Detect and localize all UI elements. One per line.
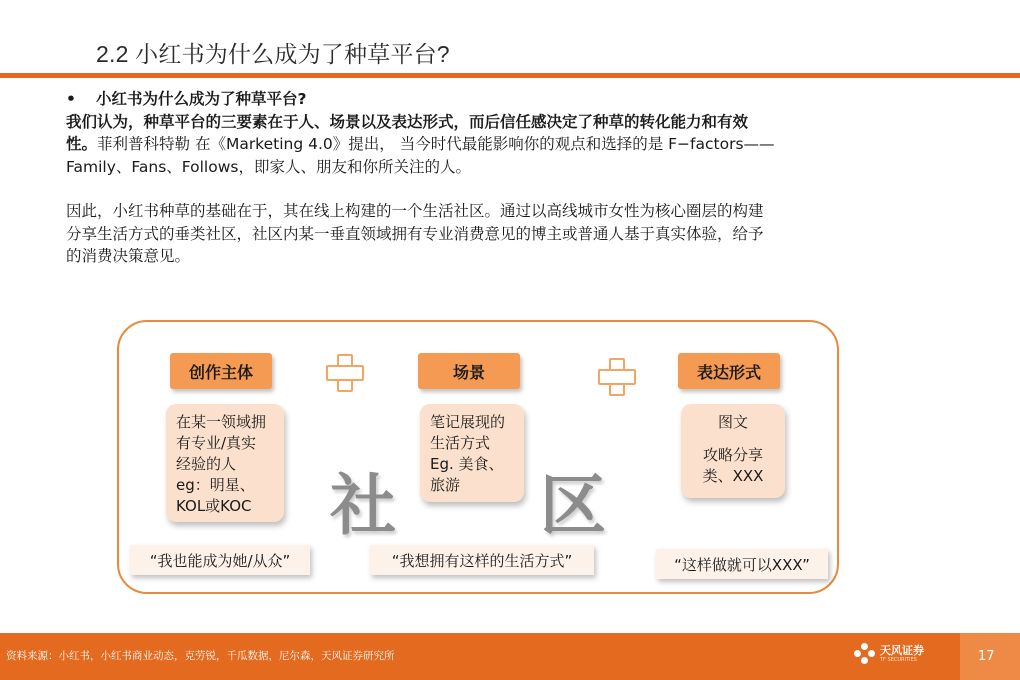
quote-creator: “我也能成为她/从众”: [130, 545, 310, 575]
card-creator: [166, 404, 284, 522]
bullet-question: [66, 88, 926, 111]
big-char-she: 社: [330, 467, 396, 544]
quote-scene: “我想拥有这样的生活方式”: [370, 545, 594, 575]
logo-subtext: TF SECURITIES: [880, 657, 917, 663]
tag-format: 表达形式: [678, 353, 780, 389]
card-format-line: 攻略分享: [702, 446, 763, 464]
card-scene-line: Eg. 美食、: [430, 455, 504, 473]
card-creator-line: eg：明星、: [176, 476, 255, 494]
logo-text: 天风证券: [880, 644, 924, 657]
body-line-2-rest: 菲利普科特勒 在《Marketing 4.0》提出， 当今时代最能影响你的观点和选择的是 F−factors——: [97, 135, 775, 153]
para2-line-2: 分享生活方式的垂类社区，社区内某一垂直领域拥有专业消费意见的博主或普通人基于真实体验，给予: [66, 224, 764, 243]
quote-format: “这样做就可以XXX”: [656, 549, 828, 579]
logo-flower-icon: [854, 643, 876, 665]
card-format-spacer: [691, 433, 775, 445]
bullet-icon: •: [66, 90, 76, 108]
plus-icon: [326, 354, 360, 388]
footer-bar: [0, 633, 1020, 680]
card-scene-line: 生活方式: [430, 434, 491, 452]
card-scene-line: 笔记展现的: [430, 413, 506, 431]
company-logo: [854, 643, 924, 665]
para2-line-3: 的消费决策意见。: [66, 247, 191, 265]
title-divider: [0, 73, 1020, 78]
card-scene-line: 旅游: [430, 476, 461, 494]
body-line-2-bold: 性。: [66, 135, 98, 153]
card-format-line: 图文: [717, 413, 748, 431]
footer-source: 资料来源：小红书，小红书商业动态，克劳锐，千瓜数据，尼尔森，天风证券研究所: [6, 650, 395, 662]
tag-creator: 创作主体: [170, 353, 272, 389]
tag-scene: 场景: [418, 353, 520, 389]
body-text: [66, 88, 926, 268]
big-char-qu: 区: [540, 467, 606, 544]
slide-title: 2.2 小红书为什么成为了种草平台?: [96, 41, 450, 67]
card-format: [681, 404, 785, 498]
card-format-line: 类、XXX: [702, 467, 764, 485]
card-creator-line: 在某一领域拥: [176, 413, 267, 431]
para2-line-1: 因此，小红书种草的基础在于，其在线上构建的一个生活社区。通过以高线城市女性为核心圈层的构建: [66, 202, 764, 220]
card-creator-line: KOL或KOC: [176, 497, 252, 515]
plus-icon: [598, 358, 632, 392]
body-line-3: Family、Fans、Follows，即家人、朋友和你所关注的人。: [66, 157, 471, 176]
body-line-1: 我们认为，种草平台的三要素在于人、场景以及表达形式，而后信任感决定了种草的转化能力和有效: [66, 112, 749, 131]
card-creator-line: 经验的人: [176, 455, 237, 473]
card-scene: [420, 404, 524, 502]
card-creator-line: 有专业/真实: [176, 434, 257, 452]
page-number: 17: [978, 649, 995, 664]
body-line-2: [66, 133, 926, 156]
question-text: 小红书为什么成为了种草平台?: [96, 90, 307, 108]
